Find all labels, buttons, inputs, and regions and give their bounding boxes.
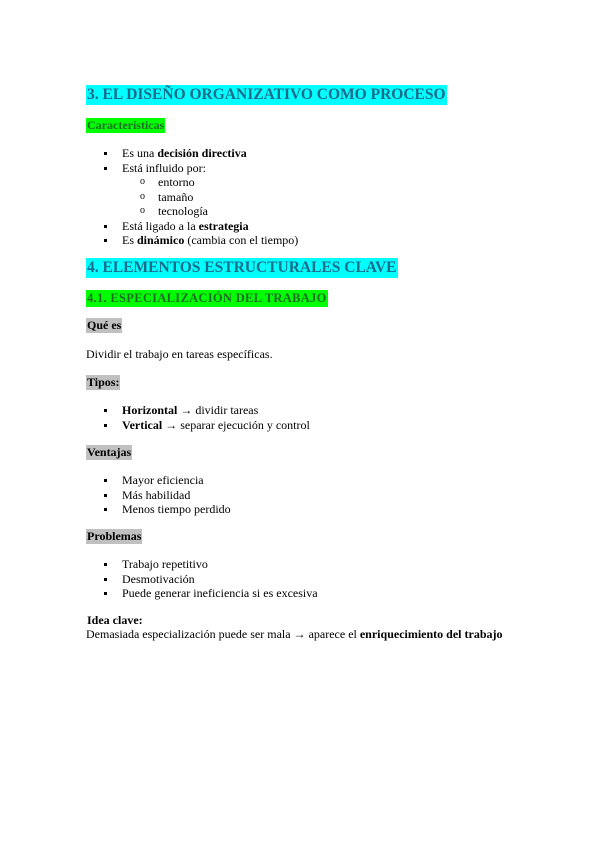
list-item-text: Está ligado a la <box>122 218 199 233</box>
section-3-title: 3. EL DISEÑO ORGANIZATIVO COMO PROCESO <box>87 86 446 103</box>
caracteristicas-list <box>86 146 298 248</box>
list-item-text: Es <box>122 233 137 247</box>
list-item: Desmotivación <box>86 572 318 587</box>
que-es-heading: Qué es <box>87 318 122 332</box>
tipos-list <box>86 403 310 432</box>
list-item: Más habilidad <box>86 488 231 503</box>
sublist-item: o tecnología <box>86 204 298 219</box>
list-item <box>86 403 310 418</box>
list-item-text: → dividir tareas <box>177 403 259 417</box>
list-item <box>86 146 298 161</box>
ventajas-heading: Ventajas <box>87 445 132 459</box>
list-item: Mayor eficiencia <box>86 473 231 488</box>
idea-clave-bold-text: enriquecimiento del trabajo <box>359 627 503 641</box>
list-item-bold-text: estrategia <box>198 218 249 233</box>
list-item <box>86 161 298 219</box>
idea-clave-text-prefix: Demasiada especialización puede ser mala → aparece el <box>86 627 360 641</box>
problemas-heading: Problemas <box>87 529 142 543</box>
ventajas-list <box>86 473 231 517</box>
list-item-text: Es una <box>122 146 158 160</box>
list-item <box>86 219 298 234</box>
list-item: Menos tiempo perdido <box>86 502 231 517</box>
idea-clave-text <box>86 627 503 642</box>
list-item-bold-text: Vertical <box>122 417 163 432</box>
influencers-sublist <box>86 175 298 219</box>
section-4-title: 4. ELEMENTOS ESTRUCTURALES CLAVE <box>87 259 397 276</box>
caracteristicas-heading: Características <box>87 118 165 132</box>
list-item: Trabajo repetitivo <box>86 557 318 572</box>
sublist-item: o tamaño <box>86 190 298 205</box>
list-item <box>86 233 298 248</box>
idea-clave-heading: Idea clave: <box>87 613 143 627</box>
list-item-text: Está influido por: <box>122 160 206 175</box>
tipos-heading: Tipos: <box>87 375 120 389</box>
list-item-text: (cambia con el tiempo) <box>184 233 299 247</box>
que-es-text: Dividir el trabajo en tareas específicas. <box>86 347 273 361</box>
list-item-bold-text: dinámico <box>137 233 185 247</box>
problemas-list <box>86 557 318 601</box>
list-item <box>86 418 310 433</box>
list-item: Puede generar ineficiencia si es excesiva <box>86 586 318 601</box>
list-item-bold-text: decisión directiva <box>157 146 247 160</box>
sublist-item: o entorno <box>86 175 298 190</box>
list-item-bold-text: Horizontal <box>122 403 178 417</box>
subsection-4-1-title: 4.1. ESPECIALIZACIÓN DEL TRABAJO <box>87 291 327 305</box>
list-item-text: → separar ejecución y control <box>162 417 310 432</box>
